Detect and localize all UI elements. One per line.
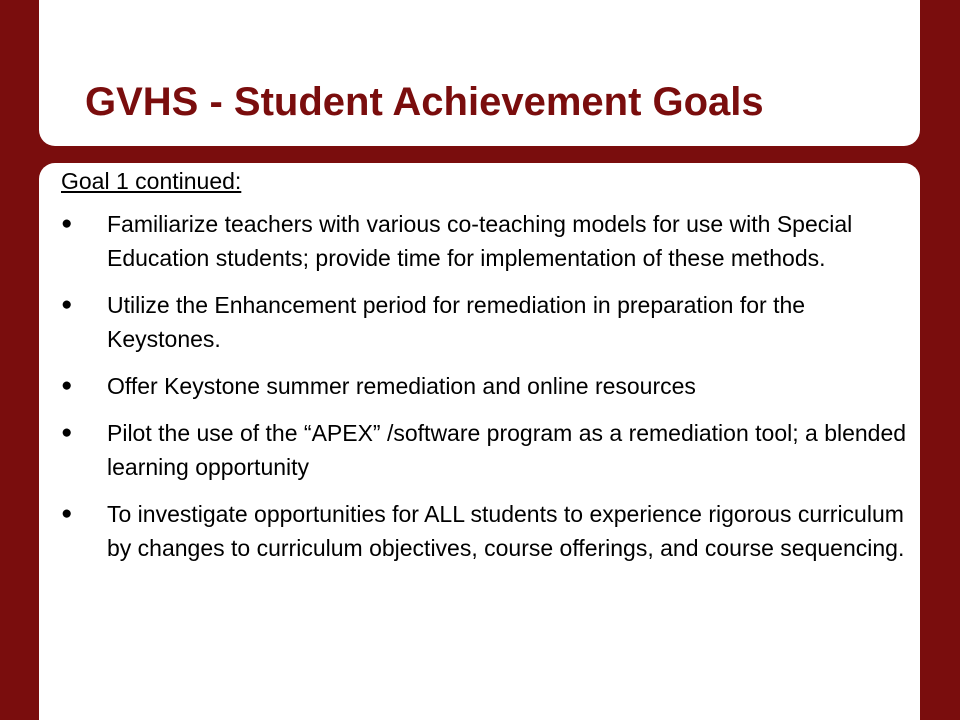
bullet-text: Offer Keystone summer remediation and online resources [107,373,696,399]
bullet-dot-icon: ● [61,213,73,234]
bullet-text: Pilot the use of the “APEX” /software program as a remediation tool; a blended learning opportunity [107,420,907,480]
bullet-item [39,497,920,565]
goal-bullet-list [39,207,920,578]
bullet-item [39,207,920,275]
bullet-dot-icon: ● [61,422,73,443]
title-panel [39,0,920,146]
bullet-text: Familiarize teachers with various co-teaching models for use with Special Education students; provide time for implementation of these methods. [107,211,853,271]
bullet-dot-icon: ● [61,294,73,315]
bullet-dot-icon: ● [61,503,73,524]
bullet-item [39,416,920,484]
bullet-item [39,288,920,356]
slide-title: GVHS - Student Achievement Goals [85,80,764,124]
content-panel [39,163,920,720]
bullet-dot-icon: ● [61,375,73,396]
goal-subheading: Goal 1 continued: [61,168,242,194]
bullet-text: Utilize the Enhancement period for remediation in preparation for the Keystones. [107,292,806,352]
bullet-item [39,369,920,403]
bullet-text: To investigate opportunities for ALL students to experience rigorous curriculum by changes to curriculum objectives, course offerings, and course sequencing. [107,501,905,561]
